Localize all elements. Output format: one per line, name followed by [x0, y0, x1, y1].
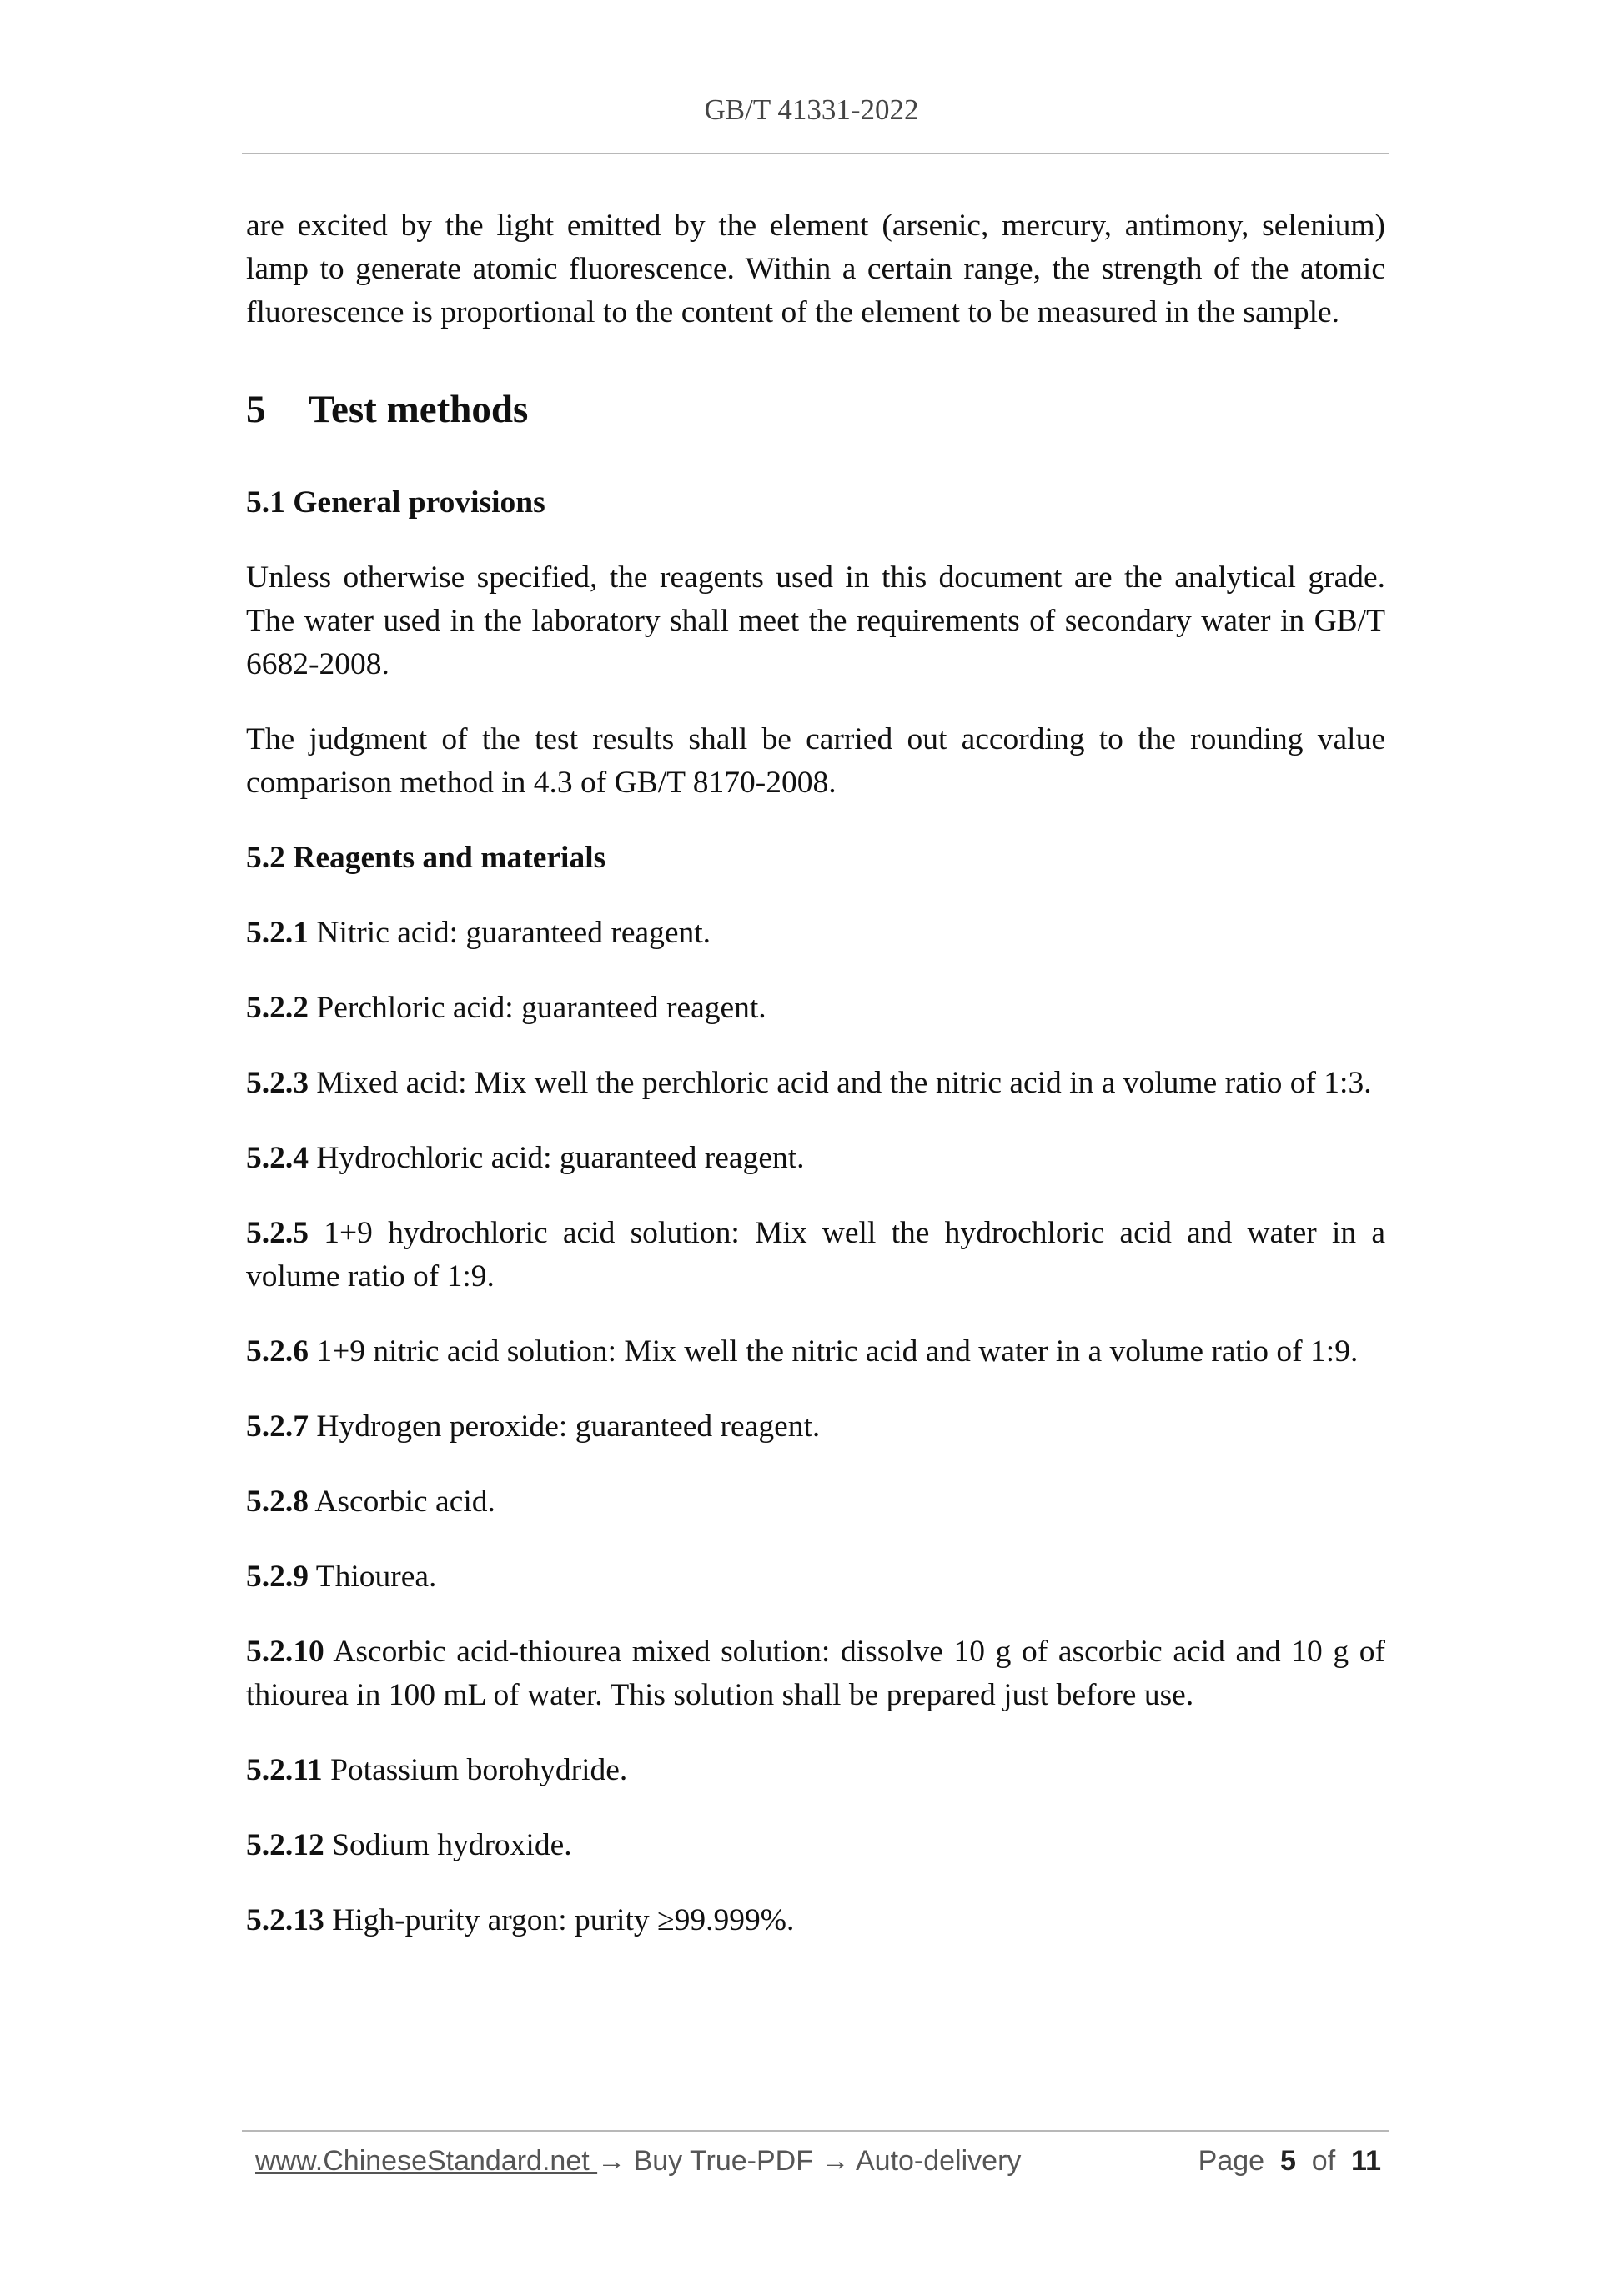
reagent-text: Ascorbic acid-thiourea mixed solution: dissolve 10 g of ascorbic acid and 10 g of thiourea in 100 mL of water. This solution shall be prepared just before use. [246, 1635, 1386, 1712]
reagent-item [246, 1480, 1385, 1524]
reagent-number: 5.2.1 [246, 916, 309, 950]
section-number: 5 [246, 388, 266, 431]
reagent-number: 5.2.3 [246, 1066, 309, 1100]
reagent-item [246, 1062, 1385, 1105]
reagent-item [246, 1824, 1385, 1867]
reagent-item [246, 1405, 1385, 1449]
reagent-item [246, 1899, 1385, 1942]
reagent-text: Perchloric acid: guaranteed reagent. [316, 991, 766, 1025]
section-title: Test methods [309, 388, 529, 431]
footer-promo [255, 2145, 1021, 2178]
reagent-item [246, 1749, 1385, 1792]
reagent-number: 5.2.4 [246, 1141, 309, 1175]
reagent-number: 5.2.13 [246, 1903, 324, 1937]
reagents-heading: 5.2 Reagents and materials [246, 841, 606, 875]
reagent-text: High-purity argon: purity ≥99.999%. [332, 1903, 795, 1937]
page-counter [1198, 2145, 1381, 2178]
reagent-number: 5.2.6 [246, 1334, 309, 1369]
footer-divider [242, 2130, 1389, 2132]
reagent-text: 1+9 nitric acid solution: Mix well the nitric acid and water in a volume ratio of 1:9. [316, 1334, 1359, 1369]
reagent-item [246, 987, 1385, 1030]
reagent-text: Nitric acid: guaranteed reagent. [316, 916, 711, 950]
reagent-text: Thiourea. [315, 1560, 437, 1594]
reagent-text: Sodium hydroxide. [332, 1828, 572, 1862]
reagent-number: 5.2.9 [246, 1560, 309, 1594]
general-paragraph: Unless otherwise specified, the reagents used in this document are the analytical grade. The water used in the laboratory shall meet the requirements of secondary water in GB/T 6682-2008. [246, 560, 1385, 681]
reagent-item [246, 1630, 1385, 1717]
of-label: of [1311, 2145, 1336, 2177]
reagent-text: Hydrogen peroxide: guaranteed reagent. [316, 1409, 821, 1444]
reagent-number: 5.2.2 [246, 991, 309, 1025]
footer-tagline: → Buy True-PDF → Auto-delivery [597, 2145, 1022, 2177]
page-header: GB/T 41331-2022 [704, 93, 919, 126]
general-provisions-heading: 5.1 General provisions [246, 485, 545, 520]
intro-paragraph: are excited by the light emitted by the element (arsenic, mercury, antimony, selenium) lamp to generate atomic fluorescence. Within a certain range, the strength of the atomic fluorescence is proportional to the content of the element to be measured in the sample. [246, 208, 1385, 329]
reagent-item [246, 912, 1385, 955]
reagent-number: 5.2.11 [246, 1753, 323, 1787]
total-pages: 11 [1351, 2145, 1381, 2177]
header-divider [242, 153, 1389, 154]
website-link[interactable]: www.ChineseStandard.net [255, 2145, 598, 2177]
reagent-number: 5.2.12 [246, 1828, 324, 1862]
current-page: 5 [1279, 2145, 1296, 2177]
general-paragraph: The judgment of the test results shall be carried out according to the rounding value comparison method in 4.3 of GB/T 8170-2008. [246, 722, 1385, 800]
reagent-text: 1+9 hydrochloric acid solution: Mix well the hydrochloric acid and water in a volume ratio of 1:9. [246, 1216, 1385, 1294]
section-heading [246, 384, 1385, 435]
page-label: Page [1198, 2145, 1265, 2177]
reagent-item [246, 1212, 1385, 1299]
reagent-text: Mixed acid: Mix well the perchloric acid and the nitric acid in a volume ratio of 1:3. [316, 1066, 1372, 1100]
reagent-item [246, 1330, 1385, 1374]
reagent-number: 5.2.5 [246, 1216, 309, 1250]
page-body [246, 204, 1385, 1974]
reagent-text: Ascorbic acid. [314, 1485, 495, 1519]
reagent-text: Hydrochloric acid: guaranteed reagent. [316, 1141, 805, 1175]
reagent-number: 5.2.7 [246, 1409, 309, 1444]
reagent-item [246, 1137, 1385, 1180]
reagent-item [246, 1555, 1385, 1599]
reagent-number: 5.2.10 [246, 1635, 324, 1669]
reagent-text: Potassium borohydride. [330, 1753, 628, 1787]
reagent-number: 5.2.8 [246, 1485, 309, 1519]
